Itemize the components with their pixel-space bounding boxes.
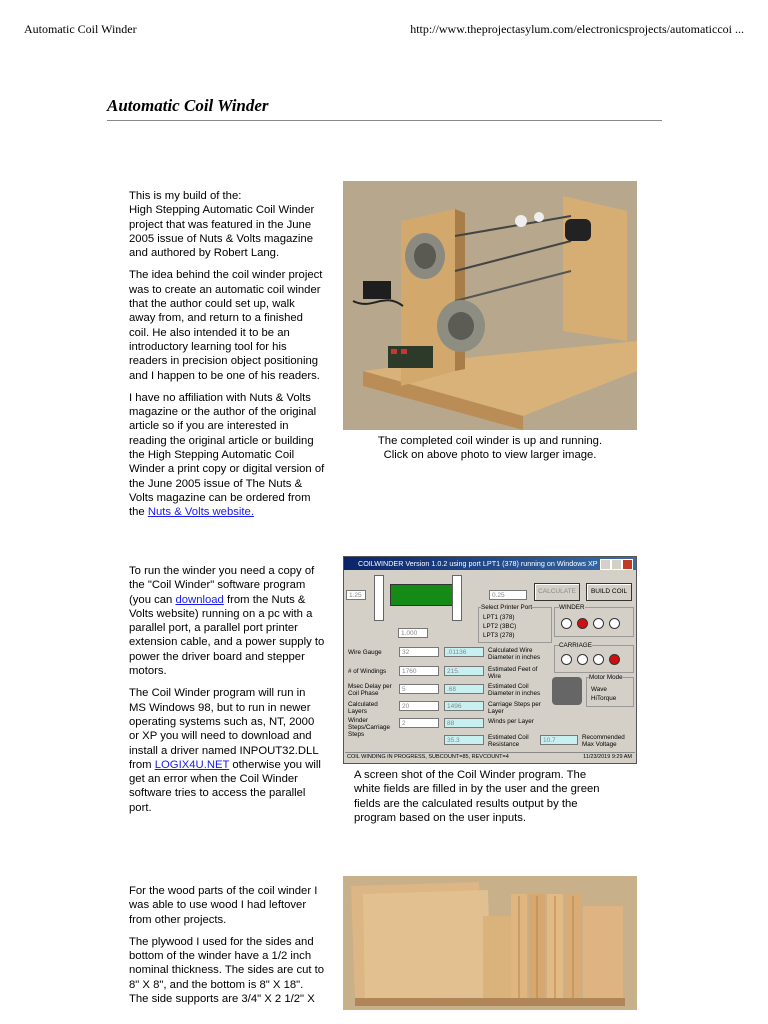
wood-parts-illustration <box>343 876 637 1010</box>
slider-value-field: 1.000 <box>398 628 428 638</box>
download-link[interactable]: download <box>175 593 224 606</box>
header-title: Automatic Coil Winder <box>24 22 137 36</box>
section1-paragraph-3: I have no affiliation with Nuts & Volts magazine or the author of the original article so if you are interested in reading the original article or building the High Stepping Automatic Coil Winder a print copy or digital version of the June 2005 issue of The Nuts & Volts magazine can be ordered from the Nuts & Volts website. <box>129 391 325 519</box>
left-slider <box>374 575 384 621</box>
screenshot-caption: A screen shot of the Coil Winder program. The white fields are filled in by the user and the green fields are the calculated results output by the program based on the user inputs. <box>354 769 600 824</box>
photo1-caption: The completed coil winder is up and running. Click on above photo to view larger image. <box>377 435 603 462</box>
maximize-icon <box>611 559 622 570</box>
nuts-volts-link[interactable]: Nuts & Volts website. <box>147 506 254 519</box>
status-bar: COIL WINDING IN PROGRESS, SUBCOUNT=85, REVCOUNT=4 11/23/2019 9:29 AM <box>345 752 635 762</box>
section1-paragraph-1: This is my build of the: High Stepping Automatic Coil Winder project that was featured in the June 2005 issue of Nuts & Volts magazine and authored by Robert Lang. <box>129 190 315 260</box>
right-value-field: 0.25 <box>489 590 527 600</box>
section1-paragraph-2: The idea behind the coil winder project was to create an automatic coil winder that the author could set up, walk away from, and return to a finished coil. He also intended it to be an introductory learning tool for his readers in precision object positioning and I happen to be one of his readers. <box>129 269 323 382</box>
section3-paragraph-1: For the wood parts of the coil winder I was able to use wood I had leftover from other projects. <box>129 885 318 926</box>
section3-text <box>129 884 341 1014</box>
left-value-field: 1.25 <box>346 590 366 600</box>
build-coil-button: BUILD COIL <box>586 583 632 601</box>
coil-winder-illustration <box>343 181 637 430</box>
section2-paragraph-2: The Coil Winder program will run in MS Windows 98, but to run in newer operating systems such as, NT, 2000 or XP you will need to download and install a driver named INPOUT32.DLL from LOGIX4U.NET otherwise you will get an error when the Coil Winder software tries to access the parallel port. <box>129 687 321 814</box>
header-url: http://www.theprojectasylum.com/electronicsprojects/automaticcoi ... <box>410 22 744 36</box>
coilwinder-screenshot: COILWINDER Version 1.0.2 using port LPT1 (378) running on Windows XP 1.25 1.000 0.25 CALCULATE BUILD COIL Select Printer Port LPT1 (378) LPT2 (3BC) LPT3 (278) WINDER CARRIAGE Motor Mode Wave HiTorque Wire Gauge 32 .01136 Calculated Wire Diameter in inches # of Windings 1760 215. Estimated Feet of Wire Msec Delay per Coil Phase 5 .68 Estimated Coil Diameter in inches Calculated Layers 20 1496 Carriage Steps per Layer Winder Steps/Carriage Steps 2 88 Winds per Layer 35.3 Estimated Coil Resistance 10.7 Recommended Max Voltage COIL WINDING IN PROGRESS, SUBCOUNT=85, REVCOUNT=4 11/23/2019 9:29 AM <box>343 556 637 764</box>
printer-port-group: Select Printer Port LPT1 (378) LPT2 (3BC) LPT3 (278) <box>478 607 552 643</box>
port-option-2: LPT2 (3BC) <box>483 623 517 630</box>
title-divider <box>107 120 662 121</box>
logix4u-link[interactable]: LOGIX4U.NET <box>154 758 230 771</box>
motor-mode-group: Motor Mode Wave HiTorque <box>586 677 634 707</box>
winder-group: WINDER <box>554 607 634 637</box>
section3-paragraph-2: The plywood I used for the sides and bottom of the winder have a 1/2 inch nominal thickness. The sides are cut to 8" X 8", and the bottom is 8" X 18". The side supports are 3/4" X 2 1/2" X <box>129 935 325 1006</box>
page-title: Automatic Coil Winder <box>107 96 269 115</box>
coil-indicator <box>390 584 454 606</box>
port-option-3: LPT3 (278) <box>483 632 515 639</box>
coil-winder-photo[interactable] <box>343 181 637 430</box>
window-titlebar: COILWINDER Version 1.0.2 using port LPT1 (378) running on Windows XP <box>344 557 636 570</box>
port-option-1: LPT1 (378) <box>483 614 515 621</box>
section2-text <box>129 564 341 823</box>
minimize-icon <box>600 559 611 570</box>
right-slider <box>452 575 462 621</box>
motor-icon <box>552 677 582 705</box>
carriage-group: CARRIAGE <box>554 645 634 673</box>
section1-text <box>129 189 341 528</box>
calculate-button: CALCULATE <box>534 583 580 601</box>
close-icon <box>622 559 633 570</box>
wood-parts-photo <box>343 876 637 1010</box>
section2-paragraph-1: To run the winder you need a copy of the "Coil Winder" software program (you can download from the Nuts & Volts website) running on a pc with a parallel port, a parallel port printer extension cable, and a power supply to power the driver board and stepper motors. <box>129 565 325 678</box>
